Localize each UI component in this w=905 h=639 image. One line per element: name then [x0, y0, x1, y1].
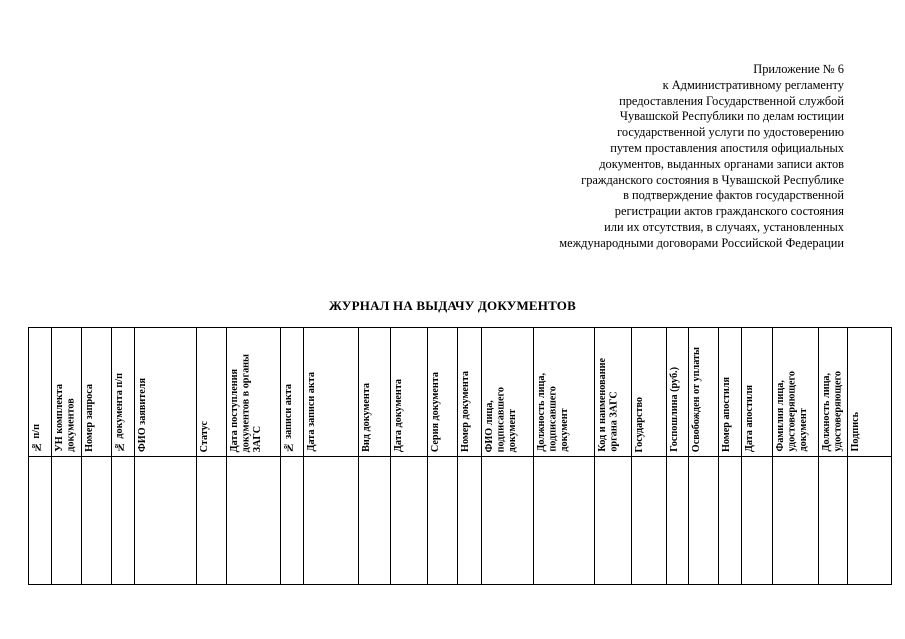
column-header [303, 328, 359, 457]
column-header-label: Номер документа [460, 371, 472, 452]
table-cell[interactable] [688, 457, 718, 585]
column-header [52, 328, 81, 457]
column-header-label: № документа п/п [113, 372, 125, 452]
column-header-label: Дата документа [392, 378, 404, 452]
column-header [359, 328, 390, 457]
column-header-label: Государство [634, 396, 646, 452]
column-header [534, 328, 595, 457]
table-cell[interactable] [29, 457, 52, 585]
table-cell[interactable] [135, 457, 197, 585]
column-header-label: Должность лица, подписавшего документ [536, 373, 571, 452]
journal-table [28, 327, 892, 585]
appendix-line: предоставления Государственной службой [619, 93, 844, 108]
column-header [666, 328, 688, 457]
table-cell[interactable] [390, 457, 427, 585]
column-header [594, 328, 631, 457]
column-header-label: УН комплекта документов [54, 384, 77, 452]
column-header [688, 328, 718, 457]
column-header [719, 328, 742, 457]
table-cell[interactable] [458, 457, 481, 585]
appendix-line: путем проставления апостиля официальных [610, 140, 844, 155]
column-header-label: Дата поступления документов в органы ЗАГС [229, 353, 264, 452]
column-header-label: Дата апостиля [744, 384, 756, 452]
column-header [196, 328, 226, 457]
column-header [227, 328, 281, 457]
table-cell[interactable] [848, 457, 892, 585]
appendix-header [484, 62, 844, 252]
column-header-label: Фамилия лица, удостоверяющего документ [774, 371, 809, 452]
table-cell[interactable] [280, 457, 303, 585]
appendix-line: гражданского состояния в Чувашской Республике [581, 172, 844, 187]
table-cell[interactable] [719, 457, 742, 585]
column-header-label: Госпошлина (руб.) [668, 367, 680, 452]
column-header-label: Код и наименование органа ЗАГС [596, 358, 620, 452]
table-cell[interactable] [196, 457, 226, 585]
column-header-label: Должность лица, удостоверяющего [821, 371, 844, 452]
column-header-label: Освобожден от уплаты [690, 346, 702, 452]
column-header-label: Подпись [850, 412, 862, 452]
column-header-label: ФИО заявителя [137, 378, 149, 452]
table-cell[interactable] [52, 457, 81, 585]
appendix-line: Приложение № 6 [753, 62, 844, 76]
table-cell[interactable] [632, 457, 666, 585]
appendix-line: регистрации актов гражданского состояния [614, 204, 844, 219]
appendix-line: документов, выданных органами записи актов [599, 156, 844, 171]
appendix-line: Чувашской Республики по делам юстиции [619, 109, 844, 124]
column-header [772, 328, 818, 457]
table-cell[interactable] [428, 457, 458, 585]
column-header-label: Серия документа [430, 371, 442, 452]
column-header [135, 328, 197, 457]
column-header [848, 328, 892, 457]
column-header [81, 328, 111, 457]
column-header-label: ФИО лица, подписавшего документ [483, 386, 518, 452]
column-header [819, 328, 848, 457]
table-cell[interactable] [666, 457, 688, 585]
table-cell[interactable] [81, 457, 111, 585]
column-header [428, 328, 458, 457]
column-header [481, 328, 534, 457]
journal-title: ЖУРНАЛ НА ВЫДАЧУ ДОКУМЕНТОВ [329, 298, 576, 313]
column-header [29, 328, 52, 457]
column-header-label: № записи акта [282, 383, 294, 452]
table-row [29, 457, 892, 585]
appendix-line: в подтверждение фактов государственной [623, 188, 844, 203]
table-cell[interactable] [772, 457, 818, 585]
column-header [742, 328, 772, 457]
appendix-line: международными договорами Российской Федерации [559, 235, 844, 250]
table-cell[interactable] [111, 457, 134, 585]
column-header [280, 328, 303, 457]
column-header-label: Номер запроса [83, 384, 95, 452]
column-header-label: Номер апостиля [721, 376, 733, 452]
table-cell[interactable] [303, 457, 359, 585]
table-cell[interactable] [742, 457, 772, 585]
column-header [458, 328, 481, 457]
appendix-line: или их отсутствия, в случаях, установленных [604, 219, 844, 234]
column-header [390, 328, 427, 457]
table-cell[interactable] [227, 457, 281, 585]
table-cell[interactable] [481, 457, 534, 585]
table-cell[interactable] [359, 457, 390, 585]
column-header-label: Вид документа [361, 383, 373, 452]
journal-header-row [29, 328, 892, 457]
table-cell[interactable] [594, 457, 631, 585]
appendix-line: к Административному регламенту [662, 77, 844, 92]
column-header-label: № п/п [31, 423, 42, 452]
column-header-label: Статус [198, 420, 210, 452]
column-header-label: Дата записи акта [305, 372, 317, 452]
column-header [111, 328, 134, 457]
appendix-line: государственной услуги по удостоверению [617, 125, 844, 140]
table-cell[interactable] [534, 457, 595, 585]
column-header [632, 328, 666, 457]
table-cell[interactable] [819, 457, 848, 585]
